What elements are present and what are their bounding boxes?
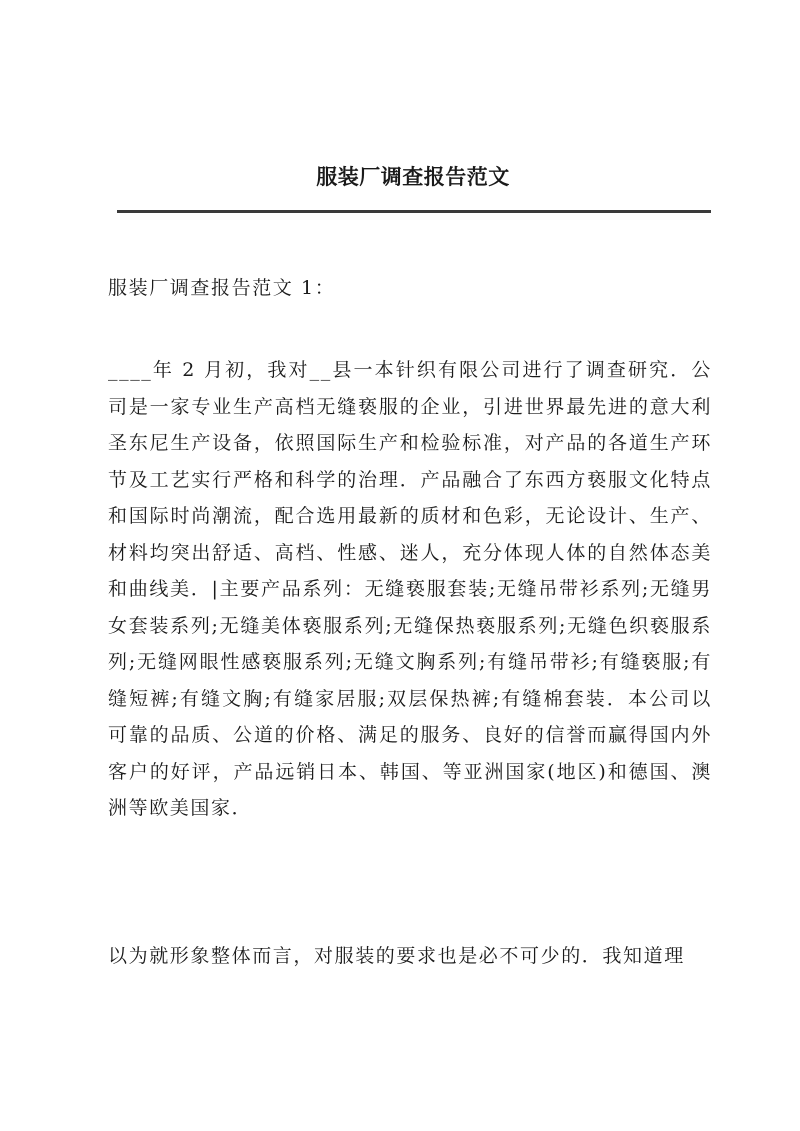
document-title: 服装厂调查报告范文 <box>316 164 510 189</box>
section-heading: 服装厂调查报告范文 1： <box>108 277 336 299</box>
body-paragraph-1: ____年 2 月初，我对__县一本针织有限公司进行了调查研究．公司是一家专业生产高档无缝亵服的企业，引进世界最先进的意大利圣东尼生产设备，依照国际生产和检验标准，对产品的各道生产环节及工艺实行严格和科学的治理．产品融合了东西方亵服文化特点和国际时尚潮流，配合选用最新的质材和色彩，无论设计、生产、材料均突出舒适、高档、性感、迷人，充分体现人体的自然体态美和曲线美．|主要产品系列：无缝亵服套装;无缝吊带衫系列;无缝男女套装系列;无缝美体亵服系列;无缝保热亵服系列;无缝色织亵服系列;无缝网眼性感亵服系列;无缝文胸系列;有缝吊带衫;有缝亵服;有缝短裤;有缝文胸;有缝家居服;双层保热裤;有缝棉套装．本公司以可靠的品质、公道的价格、满足的服务、良好的信誉而赢得国内外客户的好评，产品远销日本、韩国、等亚洲国家(地区)和德国、澳洲等欧美国家． <box>108 359 712 819</box>
body-paragraph-2: 以为就形象整体而言，对服装的要求也是必不可少的．我知道理 <box>108 945 685 967</box>
title-divider <box>117 210 711 213</box>
